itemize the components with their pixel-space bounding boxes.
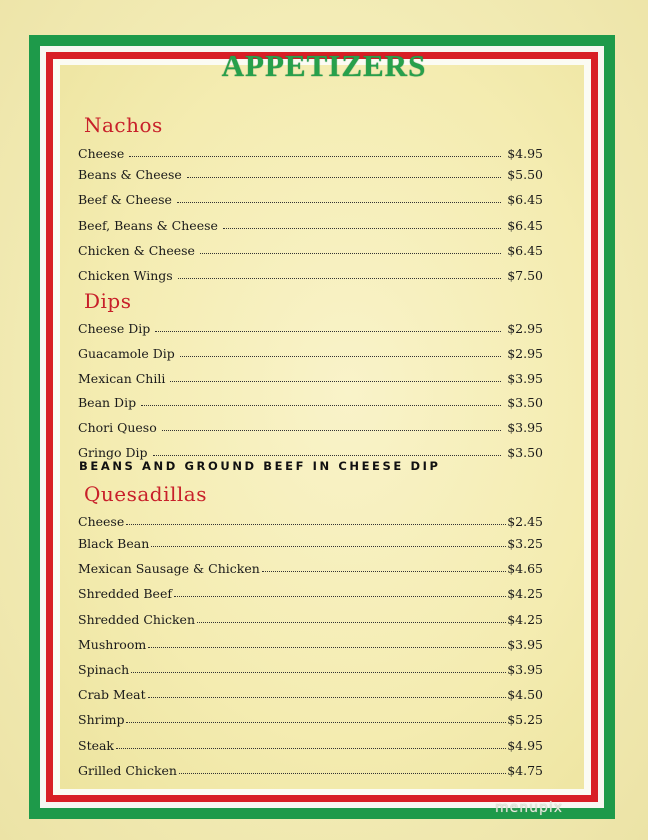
section-heading-dips: Dips [84,289,132,313]
menu-item [78,238,543,258]
menu-item [78,733,543,753]
item-price: $6.45 [507,218,543,233]
dot-leader [126,524,506,525]
dot-leader [129,156,501,157]
item-price: $3.50 [507,445,543,460]
item-name: Beef & Cheese [78,192,172,207]
menu-item [78,707,543,727]
item-name: Beans & Cheese [78,167,182,182]
item-name: Mexican Sausage & Chicken [78,561,260,576]
dot-leader [223,228,501,229]
dot-leader [174,596,506,597]
menu-item [78,213,543,233]
menu-item [78,162,543,182]
menu-item [78,556,543,576]
item-name: Chicken & Cheese [78,243,195,258]
item-price: $6.45 [507,192,543,207]
item-price: $4.50 [507,687,543,702]
item-price: $2.95 [507,321,543,336]
dot-leader [170,381,501,382]
dot-leader [178,278,502,279]
item-price: $2.45 [507,514,543,529]
dot-leader [187,177,501,178]
item-price: $6.45 [507,243,543,258]
menupix-watermark: menupix [495,800,564,816]
item-price: $4.95 [507,146,543,161]
dot-leader [197,622,506,623]
dot-leader [179,773,506,774]
item-name: Gringo Dip [78,445,148,460]
item-price: $3.95 [507,371,543,386]
dot-leader [155,331,501,332]
item-price: $4.25 [507,612,543,627]
menu-item [78,581,543,601]
item-name: Mexican Chili [78,371,166,386]
dot-leader [148,647,506,648]
item-name: Cheese Dip [78,321,151,336]
dot-leader [116,748,506,749]
menu-title: APPETIZERS [221,48,427,83]
item-name: Black Bean [78,536,150,551]
item-name: Cheese [78,146,125,161]
item-name: Chicken Wings [78,268,173,283]
menu-item [78,390,543,410]
item-name: Beef, Beans & Cheese [78,218,218,233]
item-price: $4.65 [507,561,543,576]
item-price: $7.50 [507,268,543,283]
menu-item [78,341,543,361]
menu-item [78,682,543,702]
item-name: Steak [78,738,115,753]
dot-leader [162,430,501,431]
menu-item [78,415,543,435]
item-price: $5.25 [507,712,543,727]
menu-item [78,607,543,627]
item-price: $4.95 [507,738,543,753]
dot-leader [131,672,506,673]
menu-item [78,316,543,336]
item-name: Mushroom [78,637,147,652]
item-name: Guacamole Dip [78,346,175,361]
dot-leader [148,697,507,698]
menu-item [78,758,543,778]
dot-leader [177,202,501,203]
item-name: Crab Meat [78,687,146,702]
item-price: $3.95 [507,637,543,652]
item-name: Bean Dip [78,395,137,410]
item-price: $5.50 [507,167,543,182]
dot-leader [151,546,506,547]
dot-leader [141,405,501,406]
gringo-dip-description: BEANS AND GROUND BEEF IN CHEESE DIP [79,459,441,473]
item-price: $3.95 [507,662,543,677]
item-name: Shredded Chicken [78,612,195,627]
section-heading-quesadillas: Quesadillas [84,482,207,506]
dot-leader [180,356,501,357]
menu-item [78,531,543,551]
item-name: Cheese [78,514,125,529]
menu-item [78,141,543,161]
item-name: Spinach [78,662,130,677]
menu-item [78,187,543,207]
menu-item [78,657,543,677]
menu-item [78,440,543,460]
item-name: Shredded Beef [78,586,172,601]
dot-leader [262,571,506,572]
item-price: $4.75 [507,763,543,778]
menu-item [78,509,543,529]
section-heading-nachos: Nachos [84,113,163,137]
menu-item [78,632,543,652]
item-price: $4.25 [507,586,543,601]
dot-leader [153,455,502,456]
dot-leader [126,722,506,723]
item-price: $3.50 [507,395,543,410]
menu-item [78,263,543,283]
menu-item [78,366,543,386]
item-name: Grilled Chicken [78,763,177,778]
item-price: $2.95 [507,346,543,361]
item-name: Chori Queso [78,420,157,435]
dot-leader [200,253,501,254]
item-price: $3.95 [507,420,543,435]
item-price: $3.25 [507,536,543,551]
item-name: Shrimp [78,712,125,727]
